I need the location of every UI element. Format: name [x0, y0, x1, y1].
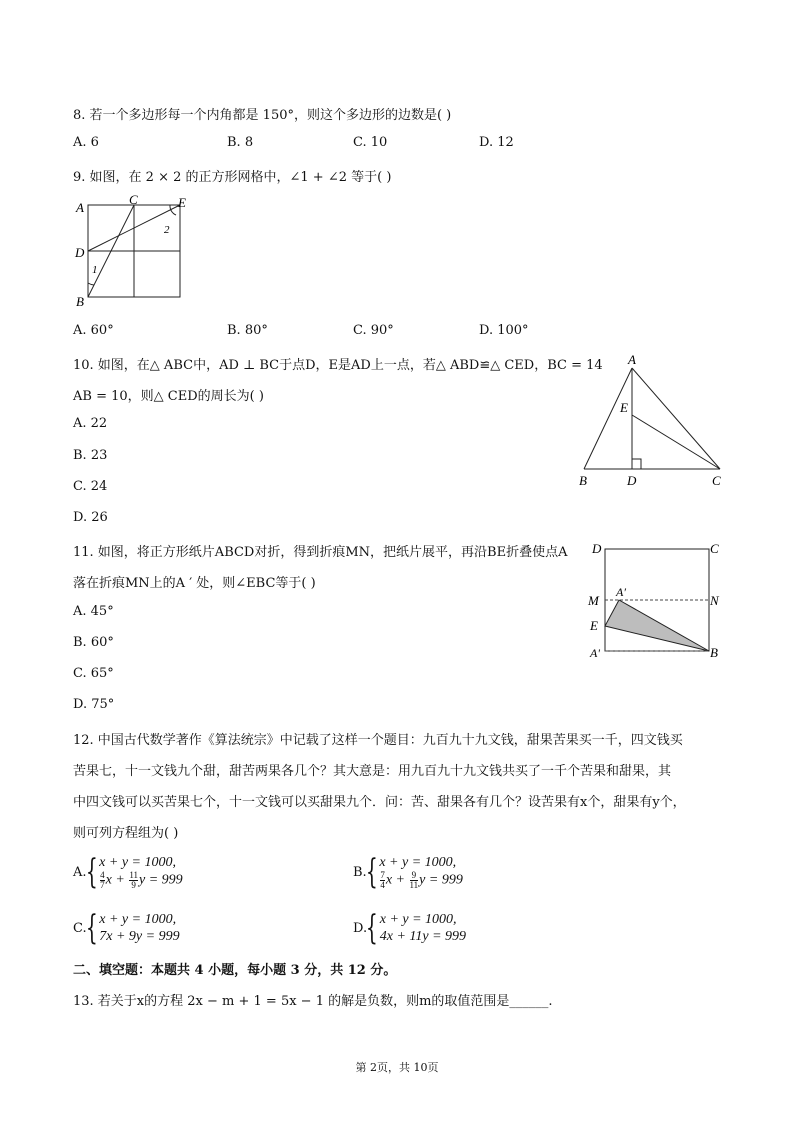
q12-option-b-eq1: x + y = 1000,: [379, 855, 457, 870]
q9-label-d: D: [75, 245, 85, 260]
q8-option-a: A. 6: [73, 135, 99, 150]
q9-option-d: D. 100°: [479, 323, 529, 338]
q12-option-c-eq1: x + y = 1000,: [99, 912, 177, 927]
q10-option-d: D. 26: [73, 510, 108, 525]
q12-option-a: [73, 854, 183, 890]
q11-label-d: D: [592, 541, 602, 556]
q10-stem-line1: 10. 如图，在△ ABC中，AD ⊥ BC于点D，E是AD上一点，若△ ABD≌△ CED，BC = 14: [73, 358, 603, 373]
q10-label-b: B: [579, 473, 587, 488]
q11-label-m: M: [588, 593, 599, 608]
q10-label-d: D: [627, 473, 637, 488]
q12-option-b-eq2: $\frac{7}{4}$ x + $\frac{9}{11}$ y = 999: [380, 870, 463, 890]
brace-glyph: {: [85, 852, 98, 892]
q12-line4: 则可列方程组为( ): [73, 826, 179, 841]
q12-line1: 12. 中国古代数学著作《算法统宗》中记载了这样一个题目：九百九十九文钱，甜果苦果买一千，四文钱买: [73, 733, 683, 748]
q12-option-d-eq2: 4x + 11y = 999: [379, 929, 467, 944]
q9-option-c: C. 90°: [353, 323, 394, 338]
q11-label-a: A': [590, 646, 600, 660]
q13-stem: 13. 若关于x的方程 2x − m + 1 = 5x − 1 的解是负数，则m的取值范围是______.: [73, 994, 553, 1009]
q8-stem: 8. 若一个多边形每一个内角都是 150°，则这个多边形的边数是( ): [73, 108, 452, 123]
q10-label-a: A: [628, 352, 636, 367]
q12-option-a-eq2: $\frac{4}{7}$ x + $\frac{11}{9}$ y = 999: [100, 870, 183, 890]
q12-option-d-label: D.: [353, 920, 368, 936]
q11-label-e: E: [590, 618, 598, 633]
q10-option-b: B. 23: [73, 448, 108, 463]
q10-option-c: C. 24: [73, 479, 108, 494]
q11-label-b: B: [710, 645, 718, 660]
q12-line2: 苦果七，十一文钱九个甜，甜苦两果各几个？其大意是：用九百九十九文钱共买了一千个苦果和甜果，其: [73, 764, 672, 779]
page-footer: 第 2页，共 10页: [355, 1061, 439, 1074]
q9-option-b: B. 80°: [227, 323, 268, 338]
q11-option-c: C. 65°: [73, 666, 114, 681]
brace-glyph: {: [85, 908, 98, 948]
q11-square-figure: [584, 536, 729, 664]
q11-option-d: D. 75°: [73, 697, 115, 712]
q9-label-a: A: [76, 200, 84, 215]
q11-label-a-prime: A′: [616, 585, 626, 599]
q12-option-c-eq2: 7x + 9y = 999: [99, 929, 180, 944]
section2-heading: 二、填空题：本题共 4 小题，每小题 3 分，共 12 分。: [73, 963, 397, 978]
q8-option-c: C. 10: [353, 135, 388, 150]
q9-label-c: C: [129, 195, 138, 207]
q12-option-d-eq1: x + y = 1000,: [379, 912, 457, 927]
q12-option-c: [73, 908, 180, 948]
q9-label-b: B: [76, 294, 84, 309]
q12-option-c-label: C.: [73, 920, 87, 936]
q12-option-b: [353, 854, 463, 890]
q12-line3: 中四文钱可以买苦果七个，十一文钱可以买甜果九个．问：苦、甜果各有几个？设苦果有x个，甜果有y个，: [73, 795, 686, 810]
q12-option-d: [353, 908, 467, 948]
brace-glyph: {: [365, 908, 378, 948]
q9-stem: 9. 如图，在 2 × 2 的正方形网格中，∠1 + ∠2 等于( ): [73, 170, 392, 185]
q9-angle-1: 1: [92, 264, 98, 276]
q11-option-a: A. 45°: [73, 604, 114, 619]
q11-label-n: N: [710, 593, 719, 608]
brace-glyph: {: [365, 852, 378, 892]
q10-stem-line2: AB = 10，则△ CED的周长为( ): [73, 389, 264, 404]
q12-option-b-label: B.: [353, 864, 367, 880]
q9-label-e: E: [178, 195, 186, 210]
q9-option-a: A. 60°: [73, 323, 114, 338]
q11-stem-line1: 11. 如图，将正方形纸片ABCD对折，得到折痕MN，把纸片展平，再沿BE折叠使点A: [73, 545, 568, 560]
q10-label-e: E: [620, 400, 628, 415]
q10-triangle-figure: [572, 352, 732, 490]
q10-label-c: C: [712, 473, 721, 488]
q11-stem-line2: 落在折痕MN上的A ′ 处，则∠EBC等于( ): [73, 576, 316, 591]
q10-option-a: A. 22: [73, 416, 108, 431]
q12-option-a-label: A.: [73, 864, 87, 880]
q8-option-b: B. 8: [227, 135, 254, 150]
q8-option-d: D. 12: [479, 135, 514, 150]
q9-angle-2: 2: [164, 224, 170, 236]
q12-option-a-eq1: x + y = 1000,: [99, 855, 176, 870]
q11-label-c: C: [710, 541, 719, 556]
q9-grid-figure: [72, 195, 187, 310]
q11-option-b: B. 60°: [73, 635, 114, 650]
